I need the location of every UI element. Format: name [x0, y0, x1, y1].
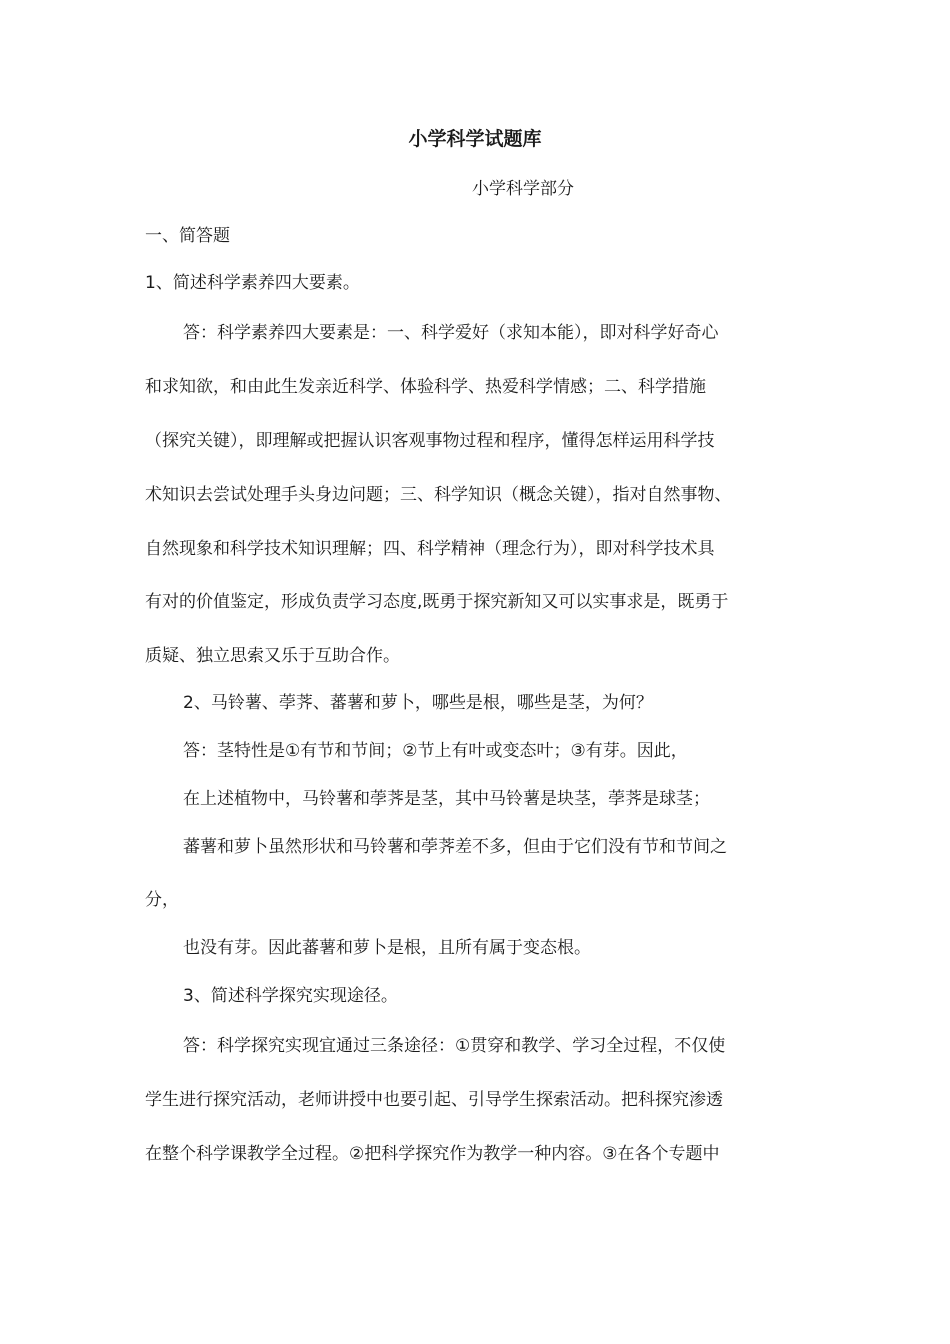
document-title: 小学科学试题库	[408, 128, 542, 150]
answer-1-line: 和求知欲，和由此生发亲近科学、体验科学、热爱科学情感；二、科学措施	[145, 377, 706, 397]
answer-1-line: （探究关键），即理解或把握认识客观事物过程和程序，懂得怎样运用科学技	[145, 431, 715, 451]
answer-2-line: 答：茎特性是①有节和节间；②节上有叶或变态叶；③有芽。因此，	[183, 741, 688, 761]
question-1: 1、简述科学素养四大要素。	[145, 273, 360, 293]
section-heading: 一、简答题	[145, 226, 230, 246]
answer-1-line: 自然现象和科学技术知识理解；四、科学精神（理念行为），即对科学技术具	[145, 539, 715, 559]
answer-1-line: 答：科学素养四大要素是：一、科学爱好（求知本能），即对科学好奇心	[183, 323, 719, 343]
question-2: 2、马铃薯、荸荠、蕃薯和萝卜，哪些是根，哪些是茎，为何？	[183, 693, 653, 713]
answer-2-line: 也没有芽。因此蕃薯和萝卜是根，且所有属于变态根。	[183, 938, 591, 958]
answer-1-line: 有对的价值鉴定，形成负责学习态度,既勇于探究新知又可以实事求是，既勇于	[145, 592, 729, 612]
answer-2-line: 蕃薯和萝卜虽然形状和马铃薯和荸荠差不多，但由于它们没有节和节间之	[183, 837, 727, 857]
answer-2-line: 分，	[145, 890, 179, 910]
answer-1-line: 质疑、独立思索又乐于互助合作。	[145, 646, 400, 666]
answer-3-line: 答：科学探究实现宜通过三条途径：①贯穿和教学、学习全过程，不仅使	[183, 1036, 726, 1056]
answer-1-line: 术知识去尝试处理手头身边问题；三、科学知识（概念关键），指对自然事物、	[145, 485, 732, 505]
question-3: 3、简述科学探究实现途径。	[183, 986, 398, 1006]
answer-3-line: 在整个科学课教学全过程。②把科学探究作为教学一种内容。③在各个专题中	[145, 1144, 720, 1164]
document-subtitle: 小学科学部分	[472, 179, 574, 199]
answer-2-line: 在上述植物中，马铃薯和荸荠是茎，其中马铃薯是块茎，荸荠是球茎；	[183, 789, 710, 809]
answer-3-line: 学生进行探究活动，老师讲授中也要引起、引导学生探索活动。把科探究渗透	[145, 1090, 723, 1110]
